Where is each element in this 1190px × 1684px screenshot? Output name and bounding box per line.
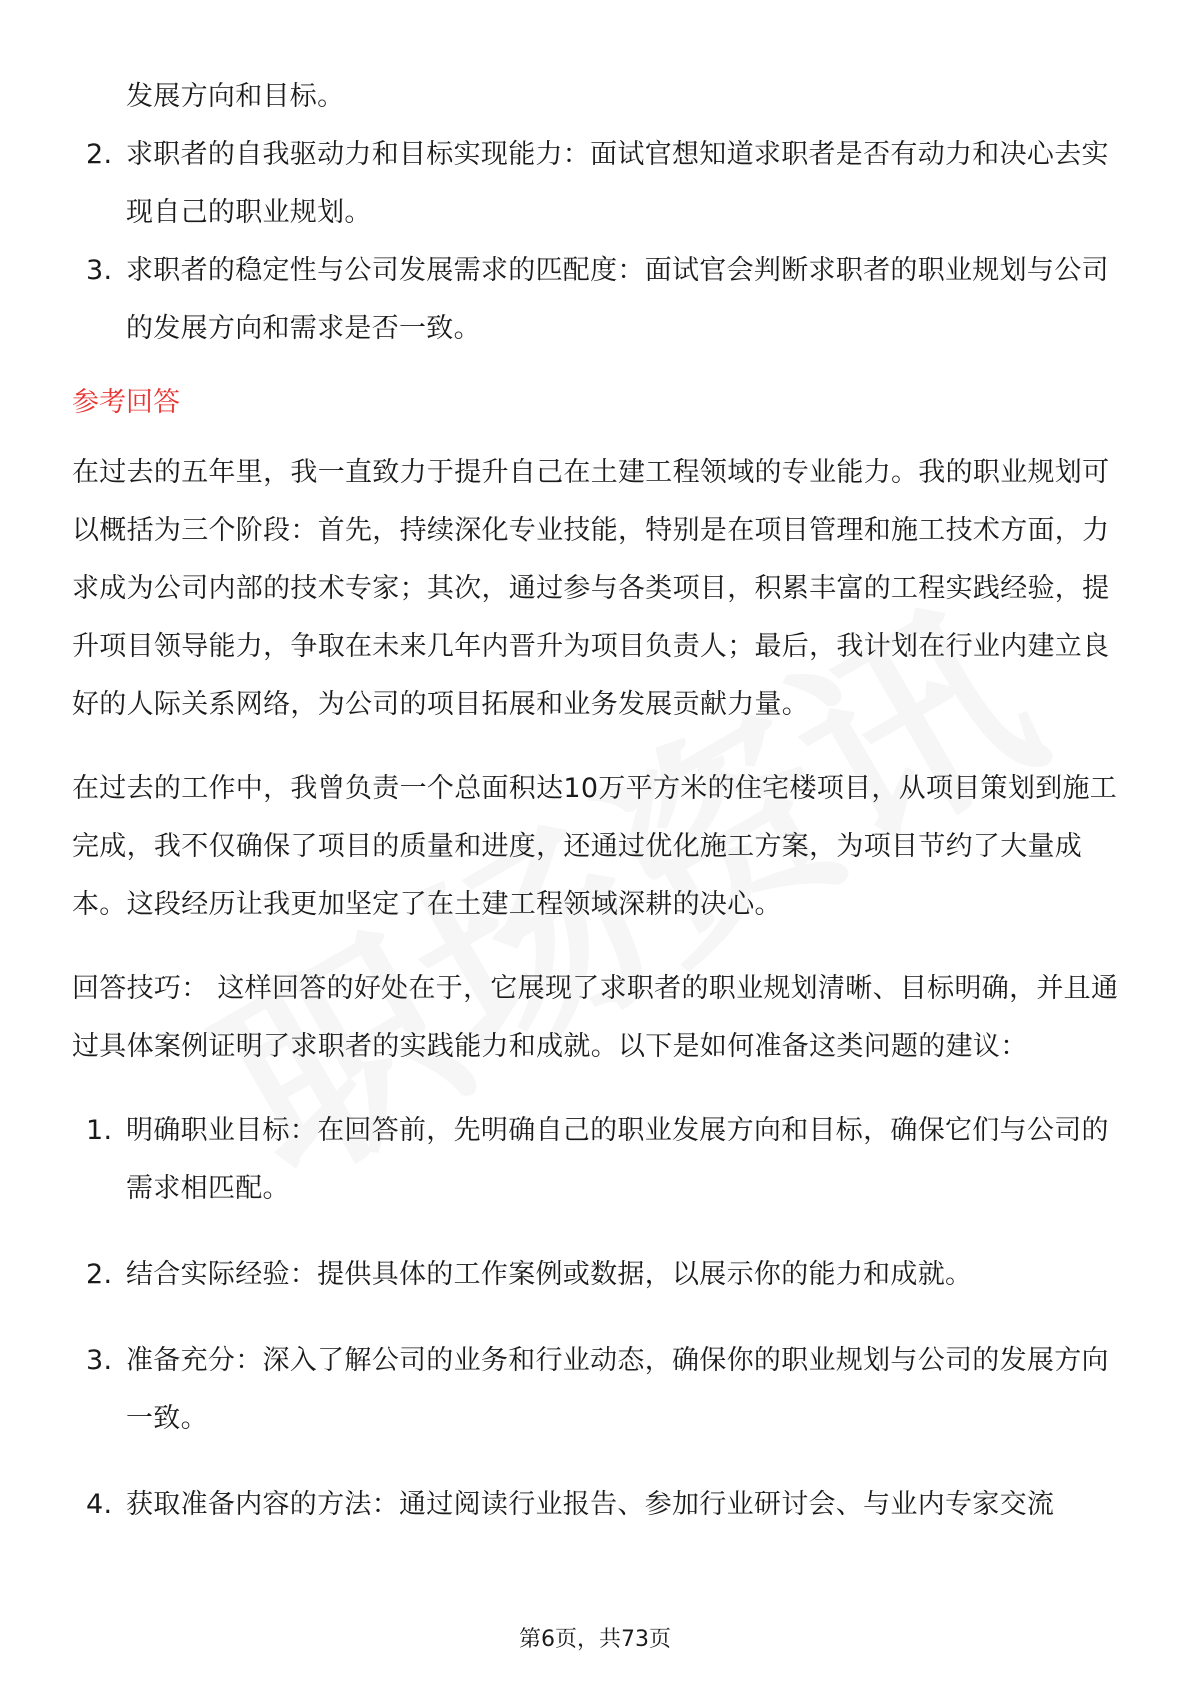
- list-item: [72, 126, 1122, 242]
- list-number: 3.: [86, 255, 113, 286]
- list-item: [72, 1476, 1122, 1534]
- list-item: [72, 1102, 1122, 1218]
- page-content: [72, 68, 1122, 1562]
- section-heading: 参考回答: [72, 387, 180, 418]
- list-item: [72, 1332, 1122, 1448]
- paragraph: 在过去的工作中，我曾负责一个总面积达10万平方米的住宅楼项目，从项目策划到施工完成，我不仅确保了项目的质量和进度，还通过优化施工方案，为项目节约了大量成本。这段经历让我更加坚定了在土建工程领域深耕的决心。: [72, 773, 1118, 920]
- list-number: 2.: [86, 139, 113, 170]
- list-text: 求职者的自我驱动力和目标实现能力：面试官想知道求职者是否有动力和决心去实现自己的职业规划。: [126, 139, 1109, 228]
- list-text: 明确职业目标：在回答前，先明确自己的职业发展方向和目标，确保它们与公司的需求相匹配。: [126, 1115, 1109, 1204]
- list-number: 2.: [86, 1259, 113, 1290]
- page-footer: 第6页，共73页: [519, 1627, 671, 1652]
- list-item: [72, 242, 1122, 358]
- list-number: 4.: [86, 1489, 113, 1520]
- top-list: [72, 126, 1122, 358]
- list-text: 准备充分：深入了解公司的业务和行业动态，确保你的职业规划与公司的发展方向一致。: [126, 1345, 1109, 1434]
- paragraph: 在过去的五年里，我一直致力于提升自己在土建工程领域的专业能力。我的职业规划可以概括为三个阶段：首先，持续深化专业技能，特别是在项目管理和施工技术方面，力求成为公司内部的技术专家；其次，通过参与各类项目，积累丰富的工程实践经验，提升项目领导能力，争取在未来几年内晋升为项目负责人；最后，我计划在行业内建立良好的人际关系网络，为公司的项目拓展和业务发展贡献力量。: [72, 457, 1110, 720]
- tips-list: [72, 1102, 1122, 1534]
- list-item: [72, 1246, 1122, 1304]
- list-text: 求职者的稳定性与公司发展需求的匹配度：面试官会判断求职者的职业规划与公司的发展方向和需求是否一致。: [126, 255, 1109, 344]
- list-number: 3.: [86, 1345, 113, 1376]
- paragraph: 回答技巧： 这样回答的好处在于，它展现了求职者的职业规划清晰、目标明确，并且通过具体案例证明了求职者的实践能力和成就。以下是如何准备这类问题的建议：: [72, 973, 1119, 1062]
- list-number: 1.: [86, 1115, 113, 1146]
- list-text: 获取准备内容的方法：通过阅读行业报告、参加行业研讨会、与业内专家交流: [126, 1489, 1055, 1520]
- list-text: 结合实际经验：提供具体的工作案例或数据，以展示你的能力和成就。: [126, 1259, 973, 1290]
- intro-fragment: 发展方向和目标。: [126, 81, 345, 112]
